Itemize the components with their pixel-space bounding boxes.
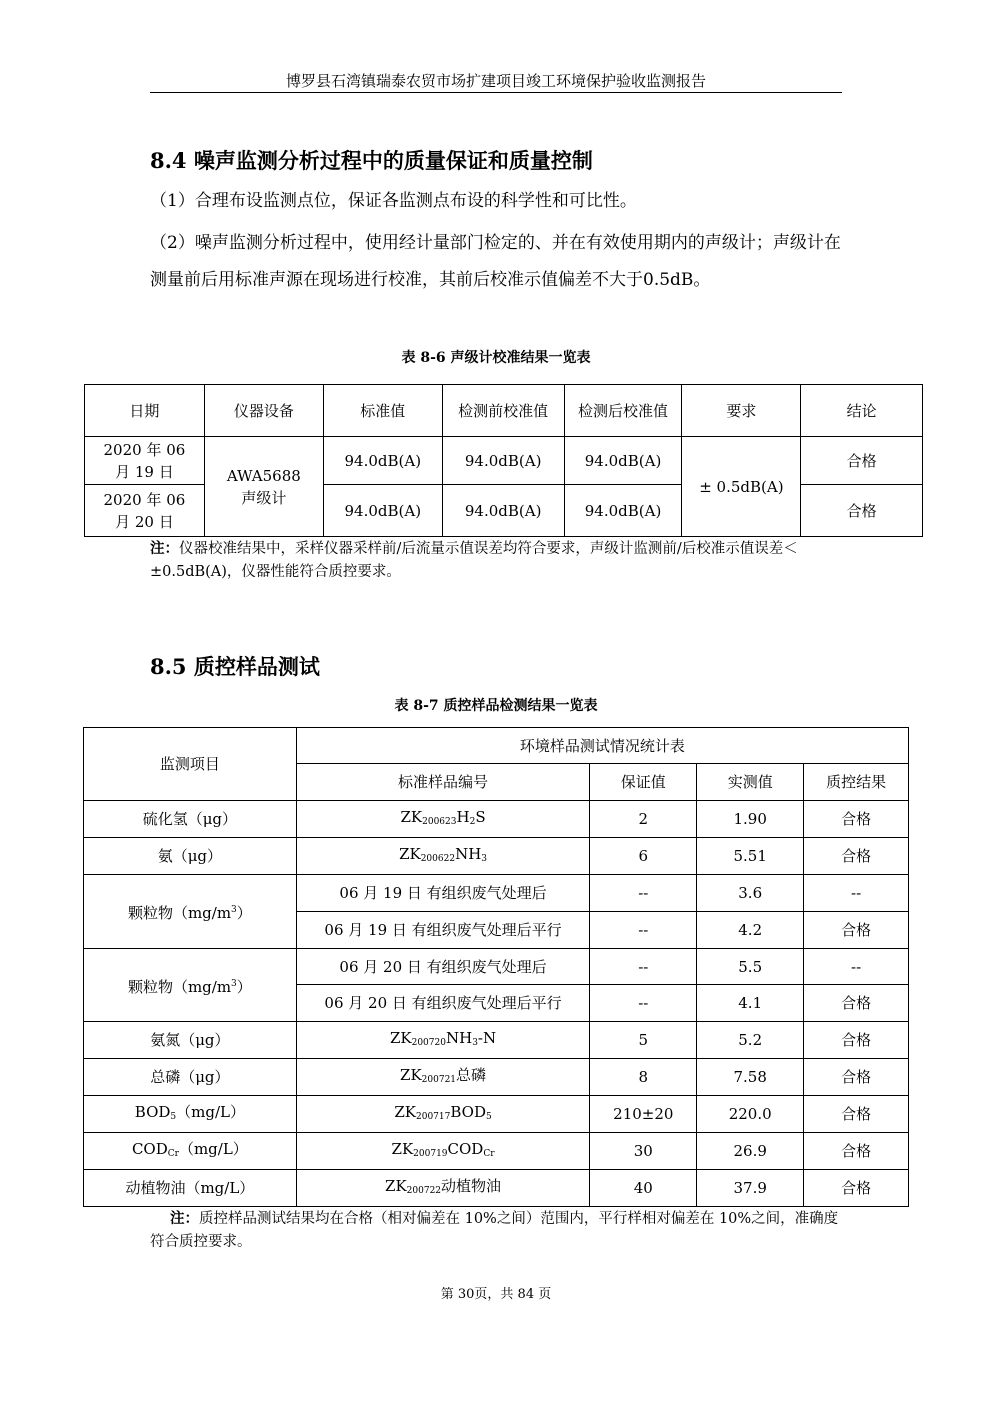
col-header-item: 监测项目: [84, 728, 297, 801]
measured-cell: 4.1: [697, 985, 804, 1022]
table-8-6: [84, 384, 923, 537]
code-cell: $ZK_{200720}NH_3-N$: [296, 1022, 590, 1059]
col-header-date: 日期: [85, 385, 205, 437]
measured-cell: 4.2: [697, 912, 804, 949]
guarantee-cell: 40: [590, 1170, 697, 1207]
col-header-code: 标准样品编号: [296, 764, 590, 801]
conclusion-cell: 合格: [801, 485, 923, 537]
qc-cell: 合格: [804, 1059, 909, 1096]
code-cell: $ZK_{200623}H_2S$: [296, 801, 590, 838]
qc-cell: 合格: [804, 1170, 909, 1207]
measured-cell: 7.58: [697, 1059, 804, 1096]
qc-cell: 合格: [804, 1096, 909, 1133]
col-header-qc: 质控结果: [804, 764, 909, 801]
measured-cell: 220.0: [697, 1096, 804, 1133]
standard-cell: 94.0dB(A): [323, 437, 442, 485]
guarantee-cell: 2: [590, 801, 697, 838]
page-footer: 第 30页，共 84 页: [440, 1287, 552, 1302]
table-8-6-header-row: [85, 385, 923, 437]
note-label: 注：: [150, 540, 179, 557]
col-header-group: 环境样品测试情况统计表: [296, 728, 908, 764]
guarantee-cell: 30: [590, 1133, 697, 1170]
code-cell: 06 月 20 日 有组织废气处理后: [296, 949, 590, 985]
code-cell: 06 月 19 日 有组织废气处理后: [296, 875, 590, 912]
date-cell: 2020 年 06 月 19 日: [85, 437, 205, 485]
table-8-7-note: [150, 1207, 850, 1254]
table-row: [85, 437, 923, 485]
item-cell: 氨（μg）: [84, 838, 297, 875]
note-text: 仪器校准结果中，采样仪器采样前/后流量示值误差均符合要求，声级计监测前/后校准示值误差＜±0.5dB(A)，仪器性能符合质控要求。: [150, 541, 798, 580]
section-8-4-title: 8.4 噪声监测分析过程中的质量保证和质量控制: [150, 148, 593, 173]
table-row: [84, 949, 909, 985]
code-cell: $ZK_{200717}BOD_5$: [296, 1096, 590, 1133]
code-cell: 06 月 20 日 有组织废气处理后平行: [296, 985, 590, 1022]
table-row: [84, 838, 909, 875]
col-header-device: 仪器设备: [204, 385, 323, 437]
measured-cell: 5.5: [697, 949, 804, 985]
code-cell: $ZK_{200622}NH_3$: [296, 838, 590, 875]
table-8-7: [83, 727, 909, 1207]
before-cell: 94.0dB(A): [442, 485, 564, 537]
col-header-guarantee: 保证值: [590, 764, 697, 801]
table-8-7-caption: 表 8-7 质控样品检测结果一览表: [394, 698, 598, 714]
measured-cell: 37.9: [697, 1170, 804, 1207]
qc-cell: --: [804, 949, 909, 985]
note-label: 注：: [170, 1210, 199, 1227]
guarantee-cell: 210±20: [590, 1096, 697, 1133]
guarantee-cell: 8: [590, 1059, 697, 1096]
measured-cell: 1.90: [697, 801, 804, 838]
table-8-6-caption: 表 8-6 声级计校准结果一览表: [401, 350, 591, 366]
section-8-4-para-2: （2）噪声监测分析过程中，使用经计量部门检定的、并在有效使用期内的声级计；声级计在测量前后用标准声源在现场进行校准，其前后校准示值偏差不大于0.5dB。: [150, 233, 841, 290]
table-8-7-header-row: [84, 728, 909, 764]
col-header-standard: 标准值: [323, 385, 442, 437]
qc-cell: 合格: [804, 801, 909, 838]
code-cell: 06 月 19 日 有组织废气处理后平行: [296, 912, 590, 949]
section-8-4-para-1: （1）合理布设监测点位，保证各监测点布设的科学性和可比性。: [150, 191, 637, 211]
code-cell: $ZK_{200721}$总磷: [296, 1059, 590, 1096]
qc-cell: 合格: [804, 1133, 909, 1170]
qc-cell: --: [804, 875, 909, 912]
guarantee-cell: 6: [590, 838, 697, 875]
qc-cell: 合格: [804, 912, 909, 949]
col-header-requirement: 要求: [682, 385, 801, 437]
qc-cell: 合格: [804, 838, 909, 875]
item-cell: 总磷（μg）: [84, 1059, 297, 1096]
device-cell: AWA5688 声级计: [204, 437, 323, 537]
item-cell: 动植物油（mg/L）: [84, 1170, 297, 1207]
table-row: [84, 1170, 909, 1207]
measured-cell: 3.6: [697, 875, 804, 912]
code-cell: $ZK_{200719}COD_{Cr}$: [296, 1133, 590, 1170]
item-cell: 氨氮（μg）: [84, 1022, 297, 1059]
page-header: 博罗县石湾镇瑞泰农贸市场扩建项目竣工环境保护验收监测报告: [285, 72, 706, 90]
item-cell: $COD_{Cr}(mg/L)$: [84, 1133, 297, 1170]
item-cell: 颗粒物$(mg/m^3)$: [84, 875, 297, 949]
qc-cell: 合格: [804, 985, 909, 1022]
item-cell: $BOD_5(mg/L)$: [84, 1096, 297, 1133]
guarantee-cell: --: [590, 985, 697, 1022]
table-row: [84, 1059, 909, 1096]
code-cell: $ZK_{200722}$动植物油: [296, 1170, 590, 1207]
measured-cell: 5.2: [697, 1022, 804, 1059]
item-cell: 颗粒物$(mg/m^3)$: [84, 949, 297, 1022]
qc-cell: 合格: [804, 1022, 909, 1059]
col-header-conclusion: 结论: [801, 385, 923, 437]
section-8-5-title: 8.5 质控样品测试: [150, 654, 320, 679]
table-row: [84, 875, 909, 912]
header-rule: [150, 92, 842, 93]
table-row: [84, 1022, 909, 1059]
measured-cell: 26.9: [697, 1133, 804, 1170]
table-8-6-note: [150, 537, 850, 584]
item-cell: 硫化氢（μg）: [84, 801, 297, 838]
table-row: [84, 1096, 909, 1133]
guarantee-cell: 5: [590, 1022, 697, 1059]
note-text: 质控样品测试结果均在合格（相对偏差在 10%之间）范围内，平行样相对偏差在 10%之间，准确度符合质控要求。: [150, 1211, 839, 1250]
col-header-after: 检测后校准值: [564, 385, 682, 437]
measured-cell: 5.51: [697, 838, 804, 875]
guarantee-cell: --: [590, 875, 697, 912]
requirement-cell: ± 0.5dB(A): [682, 437, 801, 537]
standard-cell: 94.0dB(A): [323, 485, 442, 537]
guarantee-cell: --: [590, 949, 697, 985]
table-row: [84, 801, 909, 838]
after-cell: 94.0dB(A): [564, 485, 682, 537]
after-cell: 94.0dB(A): [564, 437, 682, 485]
col-header-measured: 实测值: [697, 764, 804, 801]
table-row: [84, 1133, 909, 1170]
guarantee-cell: --: [590, 912, 697, 949]
conclusion-cell: 合格: [801, 437, 923, 485]
col-header-before: 检测前校准值: [442, 385, 564, 437]
date-cell: 2020 年 06 月 20 日: [85, 485, 205, 537]
before-cell: 94.0dB(A): [442, 437, 564, 485]
